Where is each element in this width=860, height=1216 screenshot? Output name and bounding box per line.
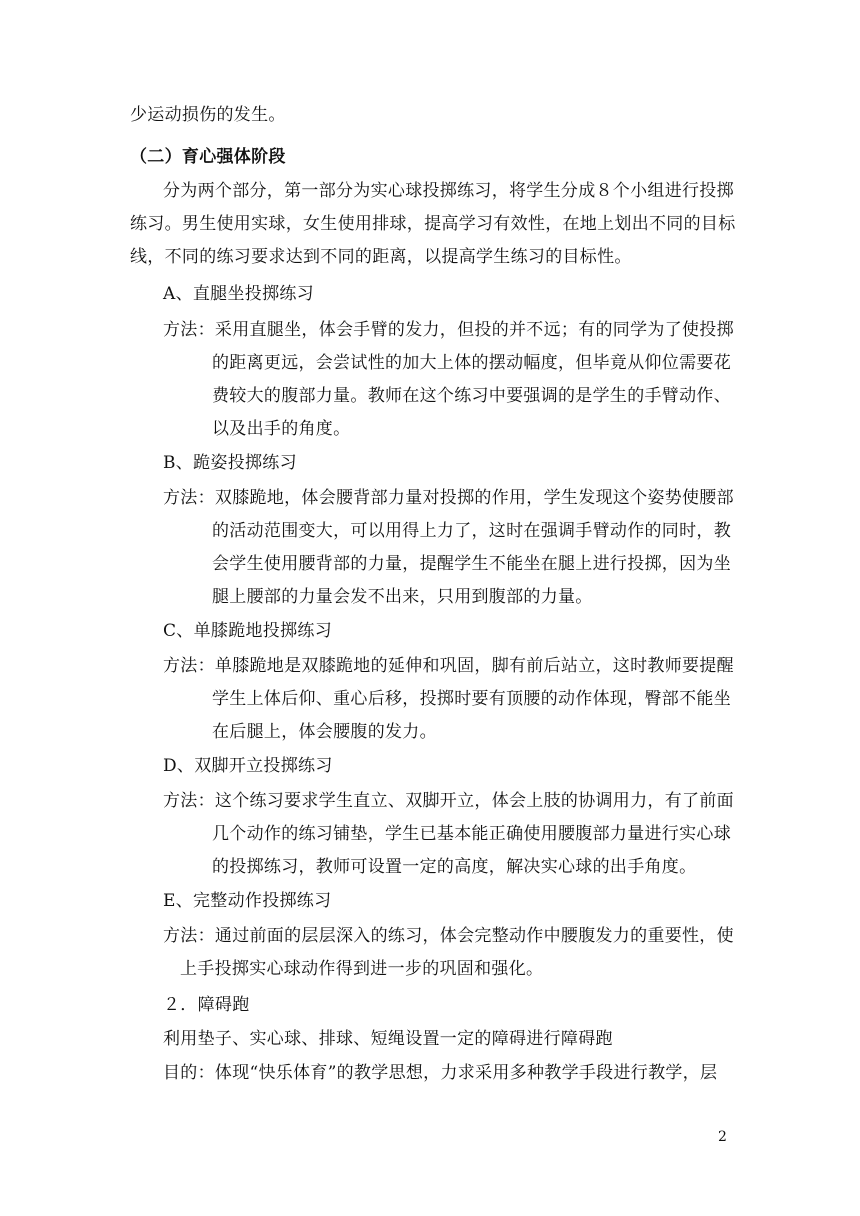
text-line: 的距离更远，会尝试性的加大上体的摆动幅度，但毕竟从仰位需要花: [212, 353, 731, 373]
text-line: 线，不同的练习要求达到不同的距离，以提高学生练习的目标性。: [130, 247, 632, 267]
text-line: 方法：双膝跪地，体会腰背部力量对投掷的作用，学生发现这个姿势使腰部: [163, 488, 734, 508]
subheading: D、双脚开立投掷练习: [163, 756, 333, 776]
text-line: 方法：这个练习要求学生直立、双脚开立，体会上肢的协调用力，有了前面: [163, 791, 734, 811]
text-line: 上手投掷实心球动作得到进一步的巩固和强化。: [180, 959, 544, 979]
text-line: 练习。男生使用实球，女生使用排球，提高学习有效性，在地上划出不同的目标: [130, 214, 736, 234]
text-line: 目的：体现“快乐体育”的教学思想，力求采用多种教学手段进行教学，层: [163, 1063, 718, 1083]
text-line: 的投掷练习，教师可设置一定的高度，解决实心球的出手角度。: [212, 857, 697, 877]
text-line: 以及出手的角度。: [212, 419, 351, 439]
subheading: A、直腿坐投掷练习: [163, 284, 314, 304]
subheading: C、单膝跪地投掷练习: [163, 621, 333, 641]
section-heading: （二）育心强体阶段: [130, 147, 286, 167]
text-line: 少运动损伤的发生。: [130, 105, 286, 125]
text-line: 方法：单膝跪地是双膝跪地的延伸和巩固，脚有前后站立，这时教师要提醒: [163, 656, 734, 676]
text-line: 会学生使用腰背部的力量，提醒学生不能坐在腿上进行投掷，因为坐: [212, 554, 731, 574]
text-line: 在后腿上，体会腰腹的发力。: [212, 722, 437, 742]
text-line: 分为两个部分，第一部分为实心球投掷练习，将学生分成８个小组进行投掷: [163, 181, 734, 201]
text-line: 方法：通过前面的层层深入的练习，体会完整动作中腰腹发力的重要性，使: [163, 926, 734, 946]
text-line: 几个动作的练习铺垫，学生已基本能正确使用腰腹部力量进行实心球: [212, 824, 731, 844]
text-line: 利用垫子、实心球、排球、短绳设置一定的障碍进行障碍跑: [163, 1029, 613, 1049]
text-line: 的活动范围变大，可以用得上力了，这时在强调手臂动作的同时，教: [212, 521, 731, 541]
text-line: 费较大的腹部力量。教师在这个练习中要强调的是学生的手臂动作、: [212, 386, 731, 406]
subheading: ２．障碍跑: [163, 995, 250, 1015]
text-line: 方法：采用直腿坐，体会手臂的发力，但投的并不远；有的同学为了使投掷: [163, 320, 734, 340]
subheading: E、完整动作投掷练习: [163, 891, 332, 911]
text-line: 学生上体后仰、重心后移，投掷时要有顶腰的动作体现，臀部不能坐: [212, 689, 731, 709]
text-line: 腿上腰部的力量会发不出来，只用到腹部的力量。: [212, 587, 593, 607]
subheading: B、跪姿投掷练习: [163, 453, 297, 473]
page-number: 2: [718, 1129, 727, 1145]
